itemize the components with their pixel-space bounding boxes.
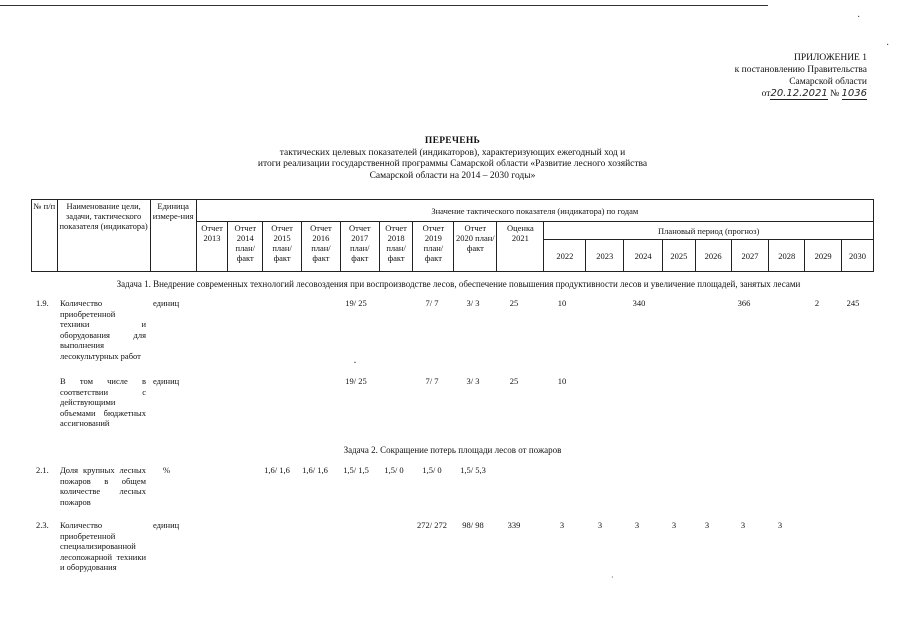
appendix-header <box>677 52 867 100</box>
title-line4: Самарской области на 2014 – 2030 годы» <box>369 170 536 181</box>
col-2021: Оценка 2021 <box>497 222 544 272</box>
col-2023: 2023 <box>586 240 624 272</box>
scan-mark: · <box>857 12 861 23</box>
indicators-table-header <box>31 199 874 272</box>
scan-mark: · <box>611 573 614 582</box>
row-2-1-name: Доля крупных лесных пожаров в общем количестве лесных пожаров <box>60 465 146 507</box>
row-2-3-2020: 98/ 98 <box>462 520 484 530</box>
row-1-9-unit: единиц <box>153 298 180 308</box>
col-2018: Отчет 2018 план/ факт <box>379 222 413 272</box>
col-2025: 2025 <box>663 240 696 272</box>
col-2020: Отчет 2020 план/ факт <box>454 222 497 272</box>
row-2-1-2016: 1,6/ 1,6 <box>302 465 328 475</box>
row-1-9b-name: В том числе в соответствии с действующими объемами бюджетных ассигнований <box>60 376 146 428</box>
row-1-9b-2021: 25 <box>509 376 519 386</box>
col-2028: 2028 <box>769 240 805 272</box>
row-1-9-2019: 7/ 7 <box>425 298 439 308</box>
row-2-1-2020: 1,5/ 5,3 <box>460 465 486 475</box>
col-2030: 2030 <box>842 240 874 272</box>
row-1-9-2021: 25 <box>509 298 519 308</box>
col-2015: Отчет 2015 план/ факт <box>263 222 302 272</box>
row-2-3-unit: единиц <box>153 520 180 530</box>
row-2-3-2027: 3 <box>740 520 746 530</box>
dot-mark: · <box>353 355 357 369</box>
col-2024: 2024 <box>624 240 663 272</box>
row-2-3-2022: 3 <box>559 520 565 530</box>
row-2-3-2019: 272/ 272 <box>417 520 447 530</box>
col-plan: Плановый период (прогноз) <box>544 222 874 240</box>
handwritten-number: 1036 <box>841 88 867 99</box>
top-rule <box>0 5 768 6</box>
row-2-1-2015: 1,6/ 1,6 <box>264 465 290 475</box>
row-1-9-name: Количество приобретенной техники и оборудования для выполнения лесокультурных работ <box>60 298 146 361</box>
row-1-9-2024: 340 <box>632 298 646 308</box>
row-2-3-name: Количество приобретенной специализированной лесопожарной техники и оборудования <box>60 520 146 572</box>
col-number: № п/п <box>32 200 58 272</box>
row-1-9-2020: 3/ 3 <box>466 298 480 308</box>
appendix-title: ПРИЛОЖЕНИЕ 1 <box>793 53 867 63</box>
col-2027: 2027 <box>731 240 769 272</box>
col-2016: Отчет 2016 план/ факт <box>302 222 341 272</box>
row-1-9-2027: 366 <box>737 298 751 308</box>
col-2019: Отчет 2019 план/ факт <box>413 222 454 272</box>
row-2-1-number: 2.1. <box>36 465 49 475</box>
row-2-3-2021: 339 <box>507 520 521 530</box>
col-2017: Отчет 2017 план/ факт <box>340 222 379 272</box>
col-2013: Отчет 2013 <box>196 222 228 272</box>
title-line3: итоги реализации государственной программы Самарской области «Развитие лесного хозяйства <box>257 159 648 169</box>
row-1-9b-2022: 10 <box>557 376 567 386</box>
appendix-line2: к постановлению Правительства <box>734 65 867 75</box>
task1-heading: Задача 1. Внедрение современных технологий лесовоздения при воспроизводстве лесов, обеспечение повышения продуктивности лесов и увеличение площадей, занятых лесами <box>116 279 801 289</box>
row-1-9-2030: 245 <box>846 298 860 308</box>
row-2-1-2019: 1,5/ 0 <box>422 465 442 475</box>
row-1-9b-unit: единиц <box>153 376 180 386</box>
row-2-1-unit: % <box>163 465 171 475</box>
row-1-9-2022: 10 <box>557 298 567 308</box>
row-1-9-number: 1.9. <box>36 298 49 308</box>
row-2-3-2026: 3 <box>704 520 710 530</box>
title-heading: ПЕРЕЧЕНЬ <box>424 136 481 146</box>
col-values: Значение тактического показателя (индикатора) по годам <box>196 200 873 222</box>
title-line2: тактических целевых показателей (индикаторов), характеризующих ежегодный ход и <box>279 147 626 158</box>
row-2-3-number: 2.3. <box>36 520 49 530</box>
col-2026: 2026 <box>695 240 731 272</box>
handwritten-date: 20.12.2021 <box>770 88 828 99</box>
col-2029: 2029 <box>805 240 842 272</box>
row-2-3-2024: 3 <box>634 520 640 530</box>
row-1-9b-2019: 7/ 7 <box>425 376 439 386</box>
row-2-3-2025: 3 <box>671 520 677 530</box>
from-label: от <box>761 89 771 99</box>
scan-mark: · <box>886 40 890 51</box>
row-1-9b-2017: 19/ 25 <box>345 376 367 386</box>
appendix-line3: Самарской области <box>789 77 867 87</box>
row-2-1-2017: 1,5/ 1,5 <box>343 465 369 475</box>
col-unit: Единица измере-ния <box>150 200 196 272</box>
number-label: № <box>830 89 840 99</box>
row-2-3-2028: 3 <box>777 520 783 530</box>
task2-heading: Задача 2. Сокращение потерь площади лесов от пожаров <box>343 445 562 455</box>
row-1-9b-2020: 3/ 3 <box>466 376 480 386</box>
document-title <box>0 136 905 182</box>
row-2-1-2018: 1,5/ 0 <box>384 465 404 475</box>
col-name: Наименование цели, задачи, тактического показателя (индикатора) <box>57 200 150 272</box>
row-1-9-2029: 2 <box>814 298 820 308</box>
appendix-date-line <box>677 88 867 100</box>
col-2022: 2022 <box>544 240 586 272</box>
row-2-3-2023: 3 <box>597 520 603 530</box>
row-1-9-2017: 19/ 25 <box>345 298 367 308</box>
col-2014: Отчет 2014 план/ факт <box>228 222 263 272</box>
